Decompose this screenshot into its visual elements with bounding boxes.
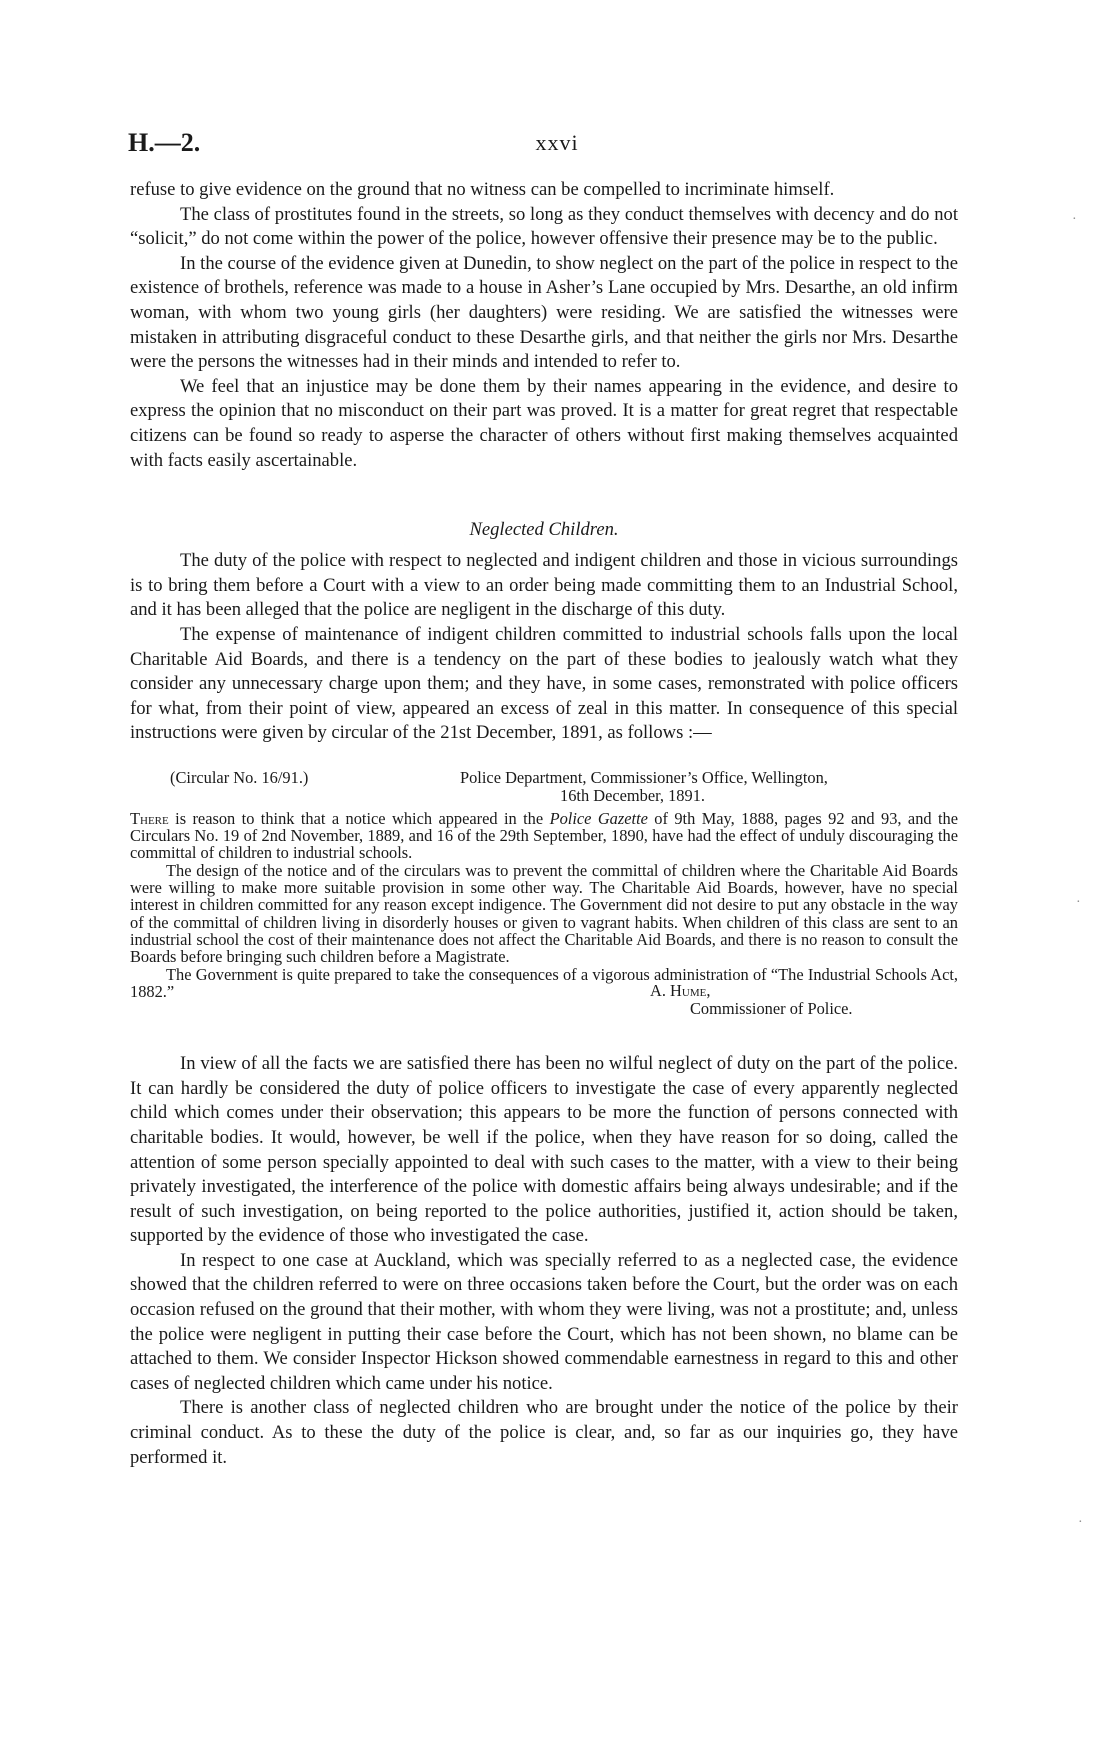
paragraph: In view of all the facts we are satisfied there has been no wilful neglect of duty on the part of the police. It can hardly be considered the duty of police officers to investigate the case of every apparently neglected child which comes under their observation; this appears to be more the function of persons connected with charitable bodies. It would, however, be well if the police, when they have reason for so doing, called the attention of some person specially appointed to deal with such cases to the matter, with a view to their being privately investigated, the interference of the police with domestic affairs being always undesirable; and if the result of such investigation, on being reported to the police authorities, justified it, action should be taken, supported by the evidence of those who investigated the case. xyxy=(130,1053,958,1247)
circular-paragraph xyxy=(130,810,958,862)
page-header xyxy=(128,128,986,158)
closing-section xyxy=(130,1052,958,1470)
circular-lead-word: There xyxy=(130,808,169,828)
margin-mark: · xyxy=(1072,212,1077,227)
document-body xyxy=(130,178,958,1470)
circular-header xyxy=(130,768,958,810)
circular-quote xyxy=(130,768,958,1038)
paragraph: The expense of maintenance of indigent children committed to industrial schools falls upon the local Charitable Aid Boards, and there is a tendency on the part of these bodies to jealously watch what they consider any unnecessary charge upon them; and they have, in some cases, remonstrated with police officers for what, from their point of view, appeared an excess of zeal in this matter. In consequence of this special instructions were given by circular of the 21st December, 1891, as follows :— xyxy=(130,623,958,744)
circular-text: is reason to think that a notice which appeared in the xyxy=(168,808,550,828)
circular-paragraph: The Government is quite prepared to take the consequences of a vigorous administration of “The Industrial Schools Act, 1882.” xyxy=(130,964,958,1001)
document-reference: H.—2. xyxy=(128,128,201,157)
paragraph: refuse to give evidence on the ground that no witness can be compelled to incriminate himself. xyxy=(130,179,835,200)
paragraph: The duty of the police with respect to neglected and indigent children and those in vicious surroundings is to bring them before a Court with a view to an order being made committing them to an Industrial School, and it has been alleged that the police are negligent in the discharge of this duty. xyxy=(130,550,958,621)
signature-title: Commissioner of Police. xyxy=(690,999,853,1019)
margin-mark: · xyxy=(1076,895,1081,910)
section-heading: Neglected Children. xyxy=(469,519,619,541)
paragraph: We feel that an injustice may be done them by their names appearing in the evidence, and desire to express the opinion that no misconduct on their part was proved. It is a matter for great regret that respectable citizens can be found so ready to asperse the character of others without first making themselves acquainted with facts easily ascertainable. xyxy=(130,375,958,471)
circular-text: of 9th May, 1888, pages 92 and 93, and the Circulars No. 19 of 2nd November, 1889, and 16 of the 29th September, 1890, have had the effect of unduly discouraging the committal of children to industrial schools. xyxy=(130,808,959,863)
circular-number: (Circular No. 16/91.) xyxy=(170,767,309,787)
paragraph: In respect to one case at Auckland, which was specially referred to as a neglected case, the evidence showed that the children referred to were on three occasions taken before the Court, but the order was on each occasion refused on the ground that their mother, with whom they were living, was not a prostitute; and, unless the police were negligent in putting their case before the Court, which has not been shown, no blame can be attached to them. We consider Inspector Hickson showed commendable earnestness in regard to this and other cases of neglected children which came under his notice. xyxy=(130,1249,958,1394)
gazette-title: Police Gazette xyxy=(549,808,648,828)
paragraph: There is another class of neglected children who are brought under the notice of the police by their criminal conduct. As to these the duty of the police is clear, and, so far as our inquiries go, they have performed it. xyxy=(130,1397,958,1468)
paragraph: In the course of the evidence given at Dunedin, to show neglect on the part of the police in respect to the existence of brothels, reference was made to a house in Asher’s Lane occupied by Mrs. Desarthe, an old infirm woman, with whom two young girls (her daughters) were residing. We are satisfied the witnesses were mistaken in attributing disgraceful conduct to these Desarthe girls, and that neither the girls nor Mrs. Desarthe were the persons the witnesses had in their minds and intended to refer to. xyxy=(130,252,958,373)
margin-mark: · xyxy=(1078,1515,1083,1530)
circular-paragraph: The design of the notice and of the circulars was to prevent the committal of children where the Charitable Aid Boards were willing to make more suitable provision in some other way. The Charitable Aid Boards, however, have no special interest in children committed for any reason except indigence. The Government did not desire to put any obstacle in the way of the committal of children living in disorderly houses or given to vagrant habits. When children of this class are sent to an industrial school the cost of their maintenance does not affect the Charitable Aid Boards, and there is no reason to consult the Boards before bringing such children before a Magistrate. xyxy=(130,860,958,967)
circular-office: Police Department, Commissioner’s Office, Wellington, xyxy=(460,767,828,787)
signature-name: A. Hume, xyxy=(650,981,711,1001)
circular-date: 16th December, 1891. xyxy=(560,785,705,805)
paragraph: The class of prostitutes found in the streets, so long as they conduct themselves with decency and do not “solicit,” do not come within the power of the police, however offensive their presence may be to the public. xyxy=(130,203,958,250)
page-number: xxvi xyxy=(535,130,579,155)
